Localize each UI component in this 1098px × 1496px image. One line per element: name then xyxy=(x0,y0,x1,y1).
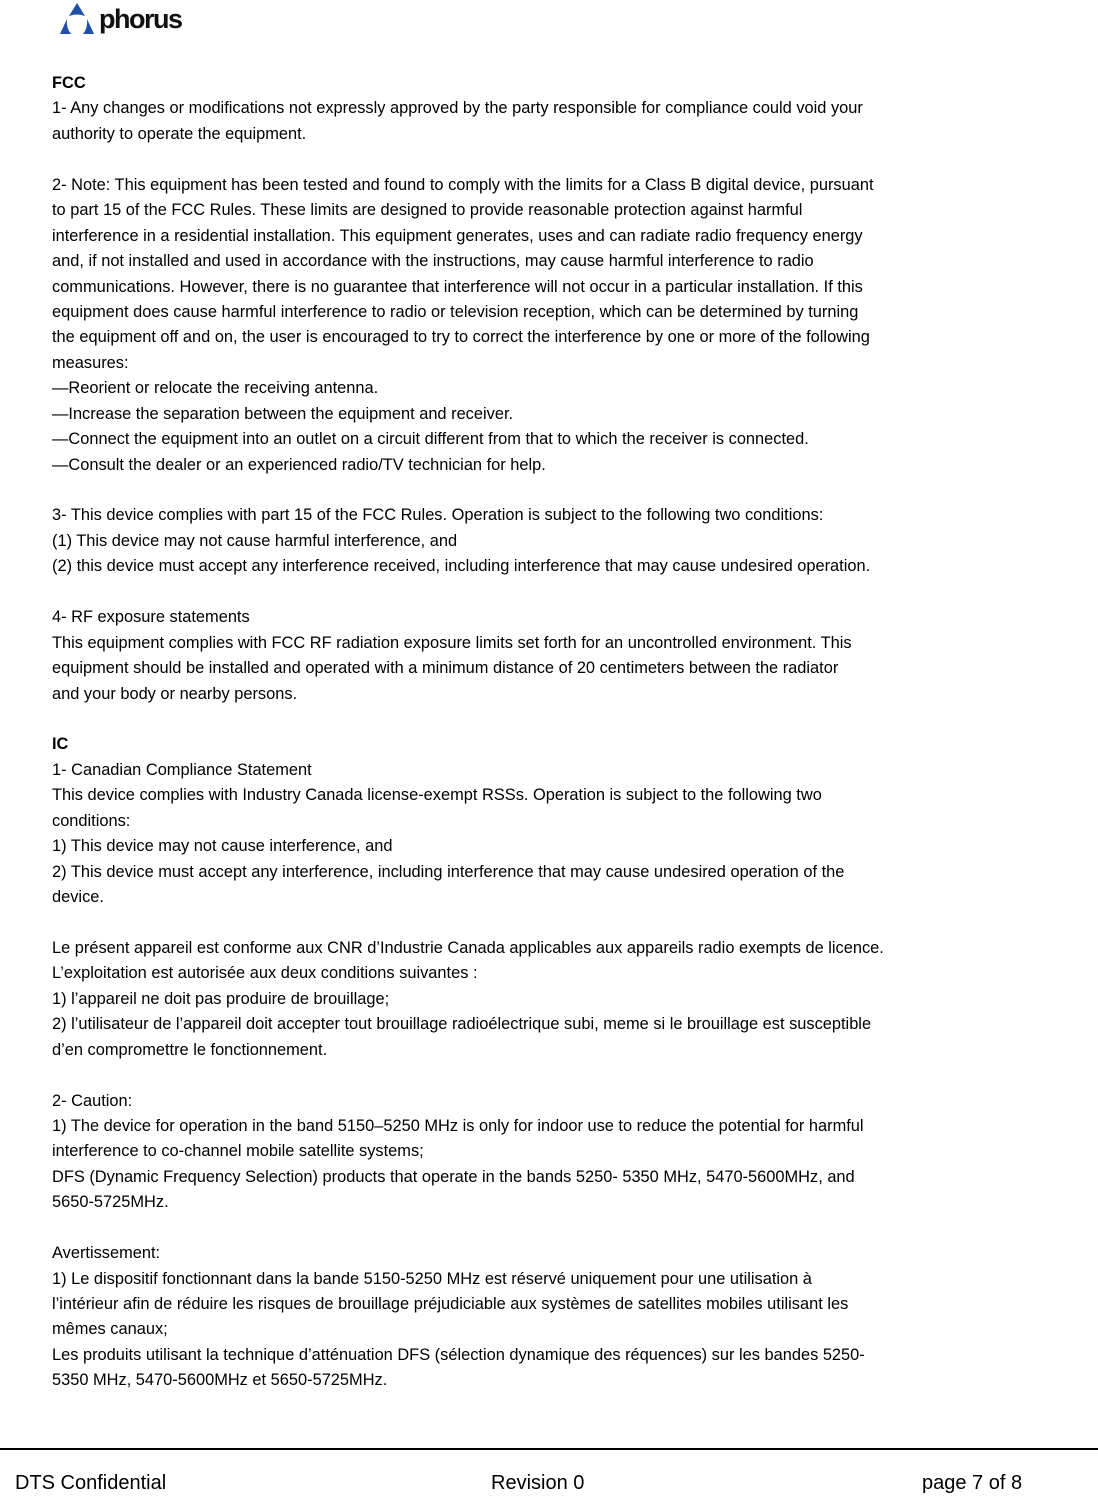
text-line: authority to operate the equipment. xyxy=(52,124,307,143)
text-line: measures: xyxy=(52,353,129,372)
text-line: 1) The device for operation in the band 5150–5250 MHz is only for indoor use to reduce the potential for harmful xyxy=(52,1116,864,1135)
text-line: (2) this device must accept any interference received, including interference that may cause undesired operation. xyxy=(52,557,871,576)
text-line: 2- Caution: xyxy=(52,1091,133,1110)
text-line: equipment does cause harmful interference to radio or television reception, which can be determined by turning xyxy=(52,302,859,321)
text-line: —Increase the separation between the equipment and receiver. xyxy=(52,404,514,423)
text-line: (1) This device may not cause harmful interference, and xyxy=(52,531,458,550)
footer-page-number: page 7 of 8 xyxy=(922,1472,1023,1494)
text-line: d’en compromettre le fonctionnement. xyxy=(52,1040,328,1059)
text-line: 2- Note: This equipment has been tested and found to comply with the limits for a Class B digital device, pursuant xyxy=(52,175,874,194)
footer-divider xyxy=(0,1448,1098,1450)
text-line: to part 15 of the FCC Rules. These limits are designed to provide reasonable protection against harmful xyxy=(52,201,803,220)
text-line: —Consult the dealer or an experienced radio/TV technician for help. xyxy=(52,455,546,474)
logo-wordmark: phorus xyxy=(99,3,182,34)
text-line: This equipment complies with FCC RF radiation exposure limits set forth for an uncontrolled environment. This xyxy=(52,633,852,652)
blank-line xyxy=(52,1216,1052,1241)
text-line: Les produits utilisant la technique d’atténuation DFS (sélection dynamique des réquences) sur les bandes 5250- xyxy=(52,1345,865,1364)
text-line: the equipment off and on, the user is encouraged to try to correct the interference by one or more of the following xyxy=(52,328,870,347)
blank-line xyxy=(52,1063,1052,1088)
text-line: 3- This device complies with part 15 of the FCC Rules. Operation is subject to the following two conditions: xyxy=(52,506,824,525)
text-line: interference in a residential installation. This equipment generates, uses and can radiate radio frequency energy xyxy=(52,226,863,245)
blank-line xyxy=(52,478,1052,503)
text-line: 1) Le dispositif fonctionnant dans la bande 5150-5250 MHz est réservé uniquement pour une utilisation à xyxy=(52,1269,812,1288)
text-line: and your body or nearby persons. xyxy=(52,684,298,703)
blank-line xyxy=(52,707,1052,732)
text-line: l’intérieur afin de réduire les risques de brouillage préjudiciable aux systèmes de satellites mobiles utilisant les xyxy=(52,1295,849,1313)
text-line: 4- RF exposure statements xyxy=(52,608,250,627)
text-line: This device complies with Industry Canada license-exempt RSSs. Operation is subject to the following two xyxy=(52,786,822,805)
footer-revision: Revision 0 xyxy=(491,1472,585,1494)
text-line: 2) This device must accept any interference, including interference that may cause undesired operation of the xyxy=(52,862,845,881)
text-line: conditions: xyxy=(52,811,131,830)
text-line: 1- Canadian Compliance Statement xyxy=(52,760,312,779)
text-line: device. xyxy=(52,888,104,906)
blank-line xyxy=(52,910,1052,935)
blank-line xyxy=(52,147,1052,172)
text-line: L’exploitation est autorisée aux deux conditions suivantes : xyxy=(52,964,478,983)
text-line: 2) l’utilisateur de l’appareil doit accepter tout brouillage radioélectrique subi, meme si le brouillage est susceptible xyxy=(52,1015,872,1034)
text-line: 5350 MHz, 5470-5600MHz et 5650-5725MHz. xyxy=(52,1371,388,1390)
text-line: —Connect the equipment into an outlet on a circuit different from that to which the receiver is connected. xyxy=(52,430,809,449)
text-line: 1- Any changes or modifications not expressly approved by the party responsible for compliance could void your xyxy=(52,99,863,118)
text-line: —Reorient or relocate the receiving antenna. xyxy=(52,379,379,398)
section-heading: FCC xyxy=(52,74,86,92)
text-line: Avertissement: xyxy=(52,1244,161,1263)
section-heading: IC xyxy=(52,735,69,754)
text-line: equipment should be installed and operated with a minimum distance of 20 centimeters between the radiator xyxy=(52,659,839,678)
blank-line xyxy=(52,580,1052,605)
phorus-trefoil-icon xyxy=(58,2,96,38)
text-line: 1) l’appareil ne doit pas produire de brouillage; xyxy=(52,989,390,1008)
text-line: communications. However, there is no guarantee that interference will not occur in a particular installation. If this xyxy=(52,277,863,296)
text-line: DFS (Dynamic Frequency Selection) products that operate in the bands 5250- 5350 MHz, 5470-5600MHz, and xyxy=(52,1167,855,1186)
text-line: 1) This device may not cause interference, and xyxy=(52,837,393,856)
text-line: and, if not installed and used in accordance with the instructions, may cause harmful interference to radio xyxy=(52,252,814,271)
text-line: mêmes canaux; xyxy=(52,1320,168,1339)
phorus-logo xyxy=(58,0,182,40)
document-body xyxy=(52,71,1052,1394)
text-line: interference to co-channel mobile satellite systems; xyxy=(52,1142,424,1161)
text-line: Le présent appareil est conforme aux CNR d’Industrie Canada applicables aux appareils radio exempts de licence. xyxy=(52,938,884,957)
text-line: 5650-5725MHz. xyxy=(52,1193,169,1212)
footer-confidential: DTS Confidential xyxy=(15,1472,167,1494)
